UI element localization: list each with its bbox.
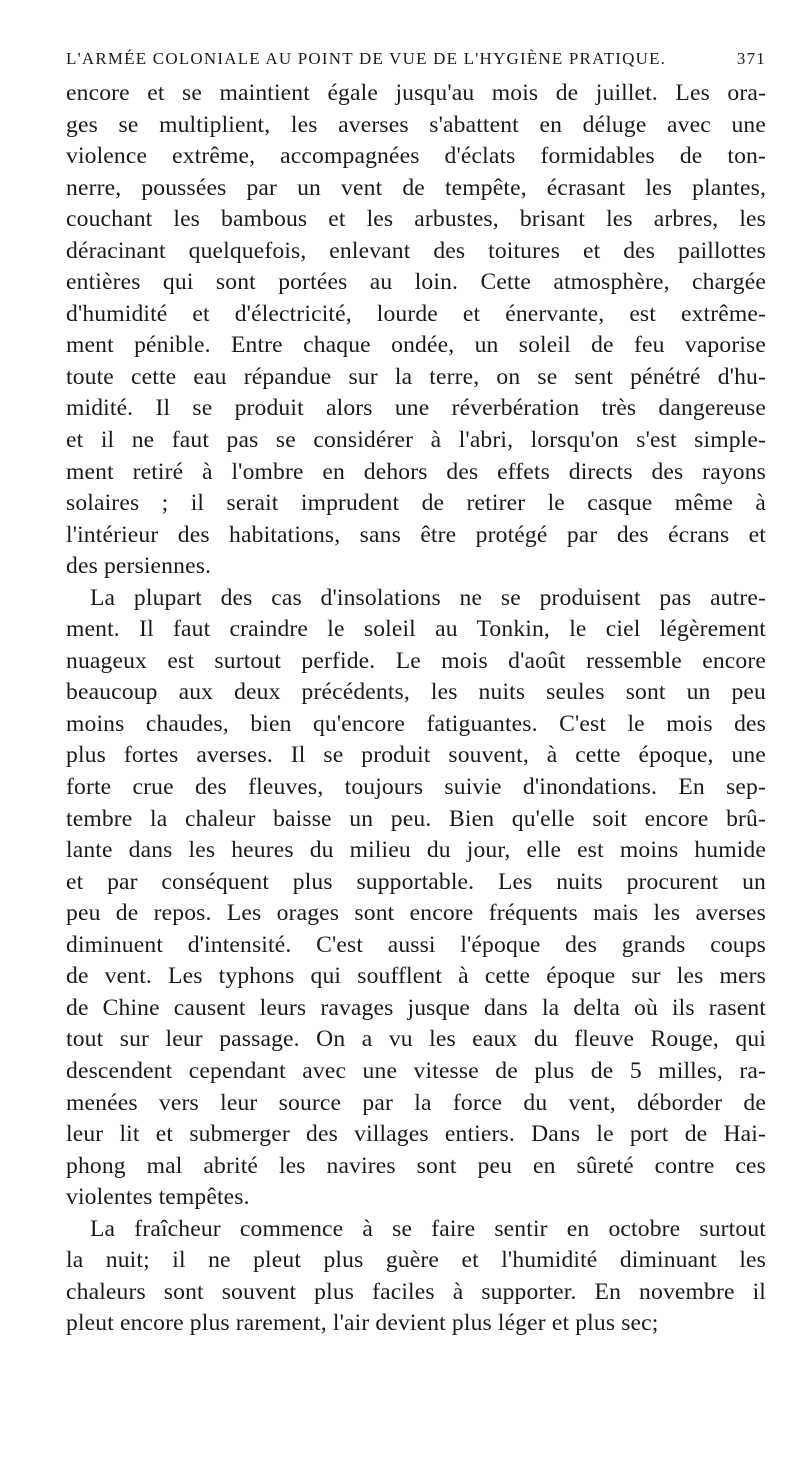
text-line: La fraîcheur commence à se faire sentir en octobre surtout [90, 1215, 766, 1242]
text-line: et il ne faut pas se considérer à l'abri, lorsqu'on s'est simple- [66, 427, 766, 454]
text-line: violentes tempêtes. [66, 1184, 250, 1211]
text-line: leur lit et submerger des villages entiers. Dans le port de Hai- [66, 1121, 766, 1148]
text-line: tout sur leur passage. On a vu les eaux du fleuve Rouge, qui [66, 1026, 766, 1053]
text-line: couchant les bambous et les arbustes, brisant les arbres, les [66, 206, 766, 233]
text-line: pleut encore plus rarement, l'air devient plus léger et plus sec; [66, 1310, 659, 1337]
text-line: et par conséquent plus supportable. Les nuits procurent un [66, 868, 766, 895]
text-line: nuageux est surtout perfide. Le mois d'août ressemble encore [66, 647, 766, 674]
text-line: encore et se maintient égale jusqu'au mois de juillet. Les ora- [66, 80, 766, 106]
text-line: ment pénible. Entre chaque ondée, un soleil de feu vaporise [66, 332, 766, 359]
text-line: toute cette eau répandue sur la terre, on se sent pénétré d'hu- [66, 363, 766, 390]
paragraph [66, 583, 766, 1214]
text-line: ges se multiplient, les averses s'abattent en déluge avec une [66, 111, 766, 138]
text-line: des persiennes. [66, 553, 212, 580]
text-line: La plupart des cas d'insolations ne se produisent pas autre- [90, 584, 766, 611]
text-line: moins chaudes, bien qu'encore fatiguantes. C'est le mois des [66, 710, 766, 737]
text-line: lante dans les heures du milieu du jour, elle est moins humide [66, 837, 766, 864]
text-line: solaires ; il serait imprudent de retirer le casque même à [66, 490, 766, 517]
text-line: diminuent d'intensité. C'est aussi l'époque des grands coups [66, 931, 766, 958]
text-line: déracinant quelquefois, enlevant des toitures et des paillottes [66, 237, 766, 264]
body-text [66, 78, 766, 1340]
text-line: forte crue des fleuves, toujours suivie d'inondations. En sep- [66, 774, 766, 801]
text-line: la nuit; il ne pleut plus guère et l'humidité diminuant les [66, 1247, 766, 1274]
running-head [66, 44, 766, 78]
text-line: chaleurs sont souvent plus faciles à supporter. En novembre il [66, 1278, 766, 1305]
text-line: entières qui sont portées au loin. Cette atmosphère, chargée [66, 269, 766, 296]
text-line: de vent. Les typhons qui soufflent à cette époque sur les mers [66, 963, 766, 990]
paragraph [66, 78, 766, 583]
text-line: ment. Il faut craindre le soleil au Tonkin, le ciel légèrement [66, 616, 766, 643]
text-line: peu de repos. Les orages sont encore fréquents mais les averses [66, 900, 766, 927]
text-line: d'humidité et d'électricité, lourde et énervante, est extrême- [66, 300, 766, 327]
text-line: violence extrême, accompagnées d'éclats formidables de ton- [66, 143, 766, 170]
running-head-title: L'ARMÉE COLONIALE AU POINT DE VUE DE L'HYGIÈNE PRATIQUE. [66, 49, 667, 68]
page-number: 371 [736, 49, 766, 68]
text-line: l'intérieur des habitations, sans être protégé par des écrans et [66, 521, 766, 548]
text-line: descendent cependant avec une vitesse de plus de 5 milles, ra- [66, 1057, 766, 1084]
text-line: beaucoup aux deux précédents, les nuits seules sont un peu [66, 679, 766, 706]
text-line: plus fortes averses. Il se produit souvent, à cette époque, une [66, 742, 766, 769]
text-line: ment retiré à l'ombre en dehors des effets directs des rayons [66, 458, 766, 485]
text-line: tembre la chaleur baisse un peu. Bien qu'elle soit encore brû- [66, 805, 766, 832]
text-line: menées vers leur source par la force du vent, déborder de [66, 1089, 766, 1116]
text-line: de Chine causent leurs ravages jusque dans la delta où ils rasent [66, 994, 766, 1021]
text-line: phong mal abrité les navires sont peu en sûreté contre ces [66, 1152, 766, 1179]
paragraph [66, 1214, 766, 1340]
text-line: midité. Il se produit alors une réverbération très dangereuse [66, 395, 766, 422]
text-line: nerre, poussées par un vent de tempête, écrasant les plantes, [66, 174, 766, 201]
